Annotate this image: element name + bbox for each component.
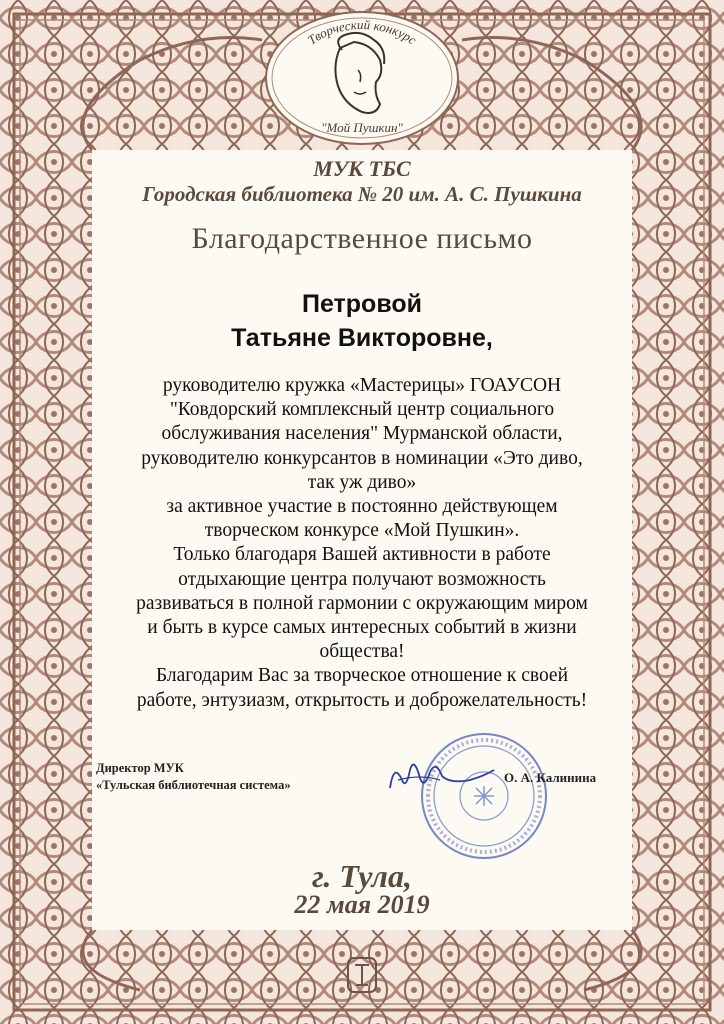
body-line: развиваться в полной гармонии с окружающим миром [136,592,588,614]
library-emblem-icon [345,955,379,995]
date: 22 мая 2019 [294,890,430,919]
handwritten-signature [380,750,500,800]
body-line: за активное участие в постоянно действующем [166,496,558,518]
body-line: творческом конкурсе «Мой Пушкин». [204,520,520,542]
body-line: "Ковдорский комплексный центр социального [169,399,555,421]
recipient-name: Татьяне Викторовне, [231,324,493,352]
body-line: Благодарим Вас за творческое отношение к своей [155,665,569,687]
signatory-position-line2: «Тульская библиотечная система» [96,778,291,792]
body-line: и быть в курсе самых интересных событий в жизни [147,617,577,639]
body-line: отдыхающие центра получают возможность [178,568,546,590]
letter-body [96,374,628,713]
city: г. Тула, [312,858,412,894]
library-name: Городская библиотека № 20 им. А. С. Пушкина [142,182,582,206]
document-title: Благодарственное письмо [191,222,533,255]
body-line: работе, энтузиазм, открытость и доброжелательность! [136,689,588,711]
signatory-position-line1: Директор МУК [96,761,184,775]
body-line: руководителю конкурсантов в номинации «Это диво, [141,447,583,469]
pushkin-portrait-emblem [262,8,462,148]
body-line: так уж диво» [307,471,417,493]
body-line: общества! [319,641,405,663]
recipient-surname: Петровой [301,290,422,318]
body-line: обслуживания населения" Мурманской области, [161,423,563,445]
signatory-name: О. А. Калинина [504,770,597,785]
body-line: руководителю кружка «Мастерицы» ГОАУСОН [162,375,562,396]
org-name: МУК ТБС [313,156,411,181]
emblem-text-bottom: "Мой Пушкин" [321,120,403,135]
emblem-text-top: Творческий конкурс [304,17,420,48]
body-line: Только благодаря Вашей активности в работе [173,544,551,566]
signatory-position [96,760,291,794]
